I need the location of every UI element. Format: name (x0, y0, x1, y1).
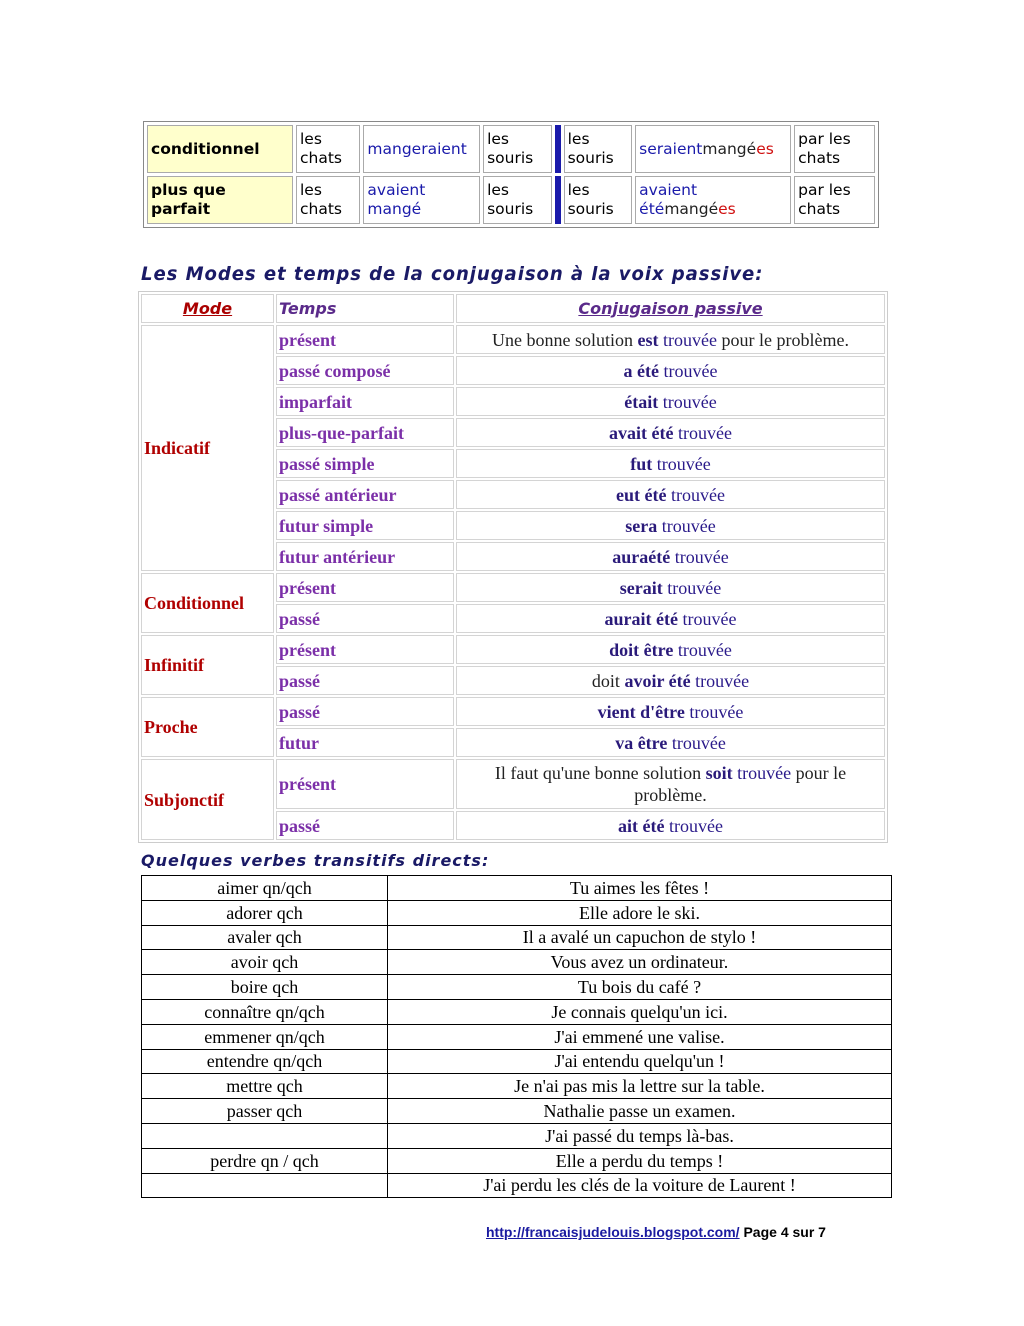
mode-cell: Conditionnel (141, 573, 274, 633)
table-row (142, 1074, 892, 1099)
participle-text: trouvée (657, 515, 716, 536)
table-row (141, 635, 885, 664)
example-cell: J'ai entendu quelqu'un ! (388, 1049, 892, 1074)
verb-cell: passer qch (142, 1099, 388, 1124)
auxiliary-text: était (624, 391, 659, 412)
example-cell: Il a avalé un capuchon de stylo ! (388, 925, 892, 950)
passive-verb-cell (635, 176, 791, 224)
object-cell: les souris (483, 176, 552, 224)
passive-ending: es (756, 139, 774, 158)
mode-cell: Proche (141, 697, 274, 757)
section-heading-verbs: Quelques verbes transitifs directs: (141, 851, 490, 870)
conj-prefix: doit (591, 670, 625, 691)
tense-cell: passé composé (276, 356, 454, 385)
passive-voice-table (138, 291, 888, 843)
passive-aux: avaient été (639, 181, 698, 218)
participle-text: trouvée (673, 639, 732, 660)
table-row (142, 900, 892, 925)
passive-subject-cell: les souris (564, 125, 633, 173)
tense-cell: imparfait (276, 387, 454, 416)
auxiliary-text: ait été (618, 815, 665, 836)
transitive-verbs-table (141, 875, 892, 1198)
tense-cell: passé simple (276, 449, 454, 478)
verb-cell: avaient mangé (363, 176, 480, 224)
verb-cell (142, 1123, 388, 1148)
conjugation-cell (456, 418, 885, 447)
conjugation-cell (456, 480, 885, 509)
conjugation-cell (456, 635, 885, 664)
conjugation-cell (456, 325, 885, 354)
example-cell: Elle adore le ski. (388, 900, 892, 925)
example-cell: J'ai perdu les clés de la voiture de Laurent ! (388, 1173, 892, 1198)
example-cell: J'ai emmené une valise. (388, 1024, 892, 1049)
top-conjugation-table (143, 121, 879, 228)
conjugation-cell (456, 511, 885, 540)
column-header-temps: Temps (276, 294, 454, 323)
verb-cell: perdre qn / qch (142, 1148, 388, 1173)
participle-text: trouvée (664, 815, 723, 836)
example-cell: Tu bois du café ? (388, 975, 892, 1000)
table-header-row (141, 294, 885, 323)
mode-cell: Infinitif (141, 635, 274, 695)
passive-subject-cell: les souris (564, 176, 633, 224)
tense-cell: futur (276, 728, 454, 757)
auxiliary-text: auraété (612, 546, 671, 567)
conjugation-cell (456, 759, 885, 809)
verb-cell: avoir qch (142, 950, 388, 975)
auxiliary-text: fut (630, 453, 653, 474)
verb-cell: aimer qn/qch (142, 876, 388, 901)
participle-text: trouvée (690, 670, 750, 691)
passive-aux: seraient (639, 139, 703, 158)
example-cell: Nathalie passe un examen. (388, 1099, 892, 1124)
auxiliary-text: aurait été (604, 608, 678, 629)
auxiliary-text: a été (623, 360, 659, 381)
conjugation-cell (456, 728, 885, 757)
conjugation-cell (456, 697, 885, 726)
participle-text: trouvée (684, 701, 744, 722)
verb-cell: boire qch (142, 975, 388, 1000)
passive-stem: mangé (702, 139, 757, 158)
separator (555, 125, 561, 173)
table-row (142, 1024, 892, 1049)
tense-cell: passé (276, 811, 454, 840)
table-row (142, 876, 892, 901)
participle-text: trouvée (658, 391, 717, 412)
participle-text: trouvée (662, 577, 722, 598)
tense-cell: présent (276, 325, 454, 354)
passive-stem: mangé (664, 200, 719, 218)
tense-cell: futur antérieur (276, 542, 454, 571)
auxiliary-text: va être (615, 732, 668, 753)
auxiliary-text: eut été (616, 484, 667, 505)
passive-table-body (141, 325, 885, 840)
auxiliary-text: doit être (609, 639, 674, 660)
footer-link[interactable]: http://francaisjudelouis.blogspot.com/ (486, 1224, 740, 1240)
section-heading-modes: Les Modes et temps de la conjugaison à la voix passive: (141, 263, 764, 285)
auxiliary-text: serait (619, 577, 663, 598)
table-row (142, 1049, 892, 1074)
table-row (142, 1148, 892, 1173)
tense-cell: plus-que-parfait (276, 418, 454, 447)
example-cell: Tu aimes les fêtes ! (388, 876, 892, 901)
table-row (142, 1173, 892, 1198)
conj-prefix: Il faut qu'une bonne solution (494, 763, 706, 783)
conjugation-cell (456, 604, 885, 633)
participle-text: trouvée (667, 732, 726, 753)
conjugation-cell (456, 449, 885, 478)
table-row (141, 325, 885, 354)
participle-text: trouvée (732, 763, 792, 783)
auxiliary-text: est (637, 329, 659, 350)
conj-prefix: Une bonne solution (492, 329, 638, 350)
conjugation-cell (456, 573, 885, 602)
verb-cell (142, 1173, 388, 1198)
table-row (147, 125, 875, 173)
mode-cell: Indicatif (141, 325, 274, 571)
verb-cell: entendre qn/qch (142, 1049, 388, 1074)
table-row (142, 925, 892, 950)
participle-text: trouvée (666, 484, 725, 505)
table-row (141, 759, 885, 809)
auxiliary-text: soit (705, 763, 733, 783)
table-row (142, 950, 892, 975)
example-cell: Je connais quelqu'un ici. (388, 999, 892, 1024)
separator (555, 176, 561, 224)
verb-cell: emmener qn/qch (142, 1024, 388, 1049)
participle-text: trouvée (658, 329, 717, 350)
verb-cell: avaler qch (142, 925, 388, 950)
verb-cell: connaître qn/qch (142, 999, 388, 1024)
tense-cell: passé (276, 604, 454, 633)
example-cell: J'ai passé du temps là-bas. (388, 1123, 892, 1148)
participle-text: trouvée (677, 608, 737, 629)
example-cell: Vous avez un ordinateur. (388, 950, 892, 975)
tense-cell: passé (276, 666, 454, 695)
auxiliary-text: vient d'être (597, 701, 685, 722)
conjugation-cell (456, 387, 885, 416)
conjugation-cell (456, 811, 885, 840)
table-row (142, 975, 892, 1000)
auxiliary-text: sera (625, 515, 658, 536)
mode-cell: Subjonctif (141, 759, 274, 840)
auxiliary-text: avait été (609, 422, 674, 443)
column-header-mode: Mode (141, 294, 274, 323)
tense-label: conditionnel (147, 125, 293, 173)
verb-cell: adorer qch (142, 900, 388, 925)
tense-label: plus que parfait (147, 176, 293, 224)
participle-text: trouvée (652, 453, 711, 474)
subject-cell: les chats (296, 125, 360, 173)
column-header-conjugaison: Conjugaison passive (456, 294, 885, 323)
conjugation-cell (456, 666, 885, 695)
tense-cell: présent (276, 759, 454, 809)
verbs-table-body (142, 876, 892, 1198)
conjugation-cell (456, 356, 885, 385)
participle-text: trouvée (659, 360, 718, 381)
table-row (147, 176, 875, 224)
passive-verb-cell (635, 125, 791, 173)
page-number: Page 4 sur 7 (739, 1224, 826, 1240)
participle-text: trouvée (673, 422, 732, 443)
participle-text: trouvée (670, 546, 729, 567)
tense-cell: futur simple (276, 511, 454, 540)
table-row (142, 999, 892, 1024)
example-cell: Je n'ai pas mis la lettre sur la table. (388, 1074, 892, 1099)
example-cell: Elle a perdu du temps ! (388, 1148, 892, 1173)
tense-cell: présent (276, 573, 454, 602)
table-row (141, 697, 885, 726)
subject-cell: les chats (296, 176, 360, 224)
conjugation-cell (456, 542, 885, 571)
agent-cell: par les chats (794, 176, 875, 224)
table-row (142, 1123, 892, 1148)
table-row (142, 1099, 892, 1124)
verb-cell: mettre qch (142, 1074, 388, 1099)
tense-cell: passé antérieur (276, 480, 454, 509)
tense-cell: passé (276, 697, 454, 726)
passive-ending: es (718, 200, 736, 218)
object-cell: les souris (483, 125, 552, 173)
conj-suffix: pour le problème. (717, 329, 849, 350)
auxiliary-text: avoir été (624, 670, 691, 691)
conj-suffix: pour le problème. (634, 763, 847, 805)
tense-cell: présent (276, 635, 454, 664)
agent-cell: par les chats (794, 125, 875, 173)
verb-cell: mangeraient (363, 125, 480, 173)
table-row (141, 573, 885, 602)
page-footer (486, 1224, 826, 1240)
